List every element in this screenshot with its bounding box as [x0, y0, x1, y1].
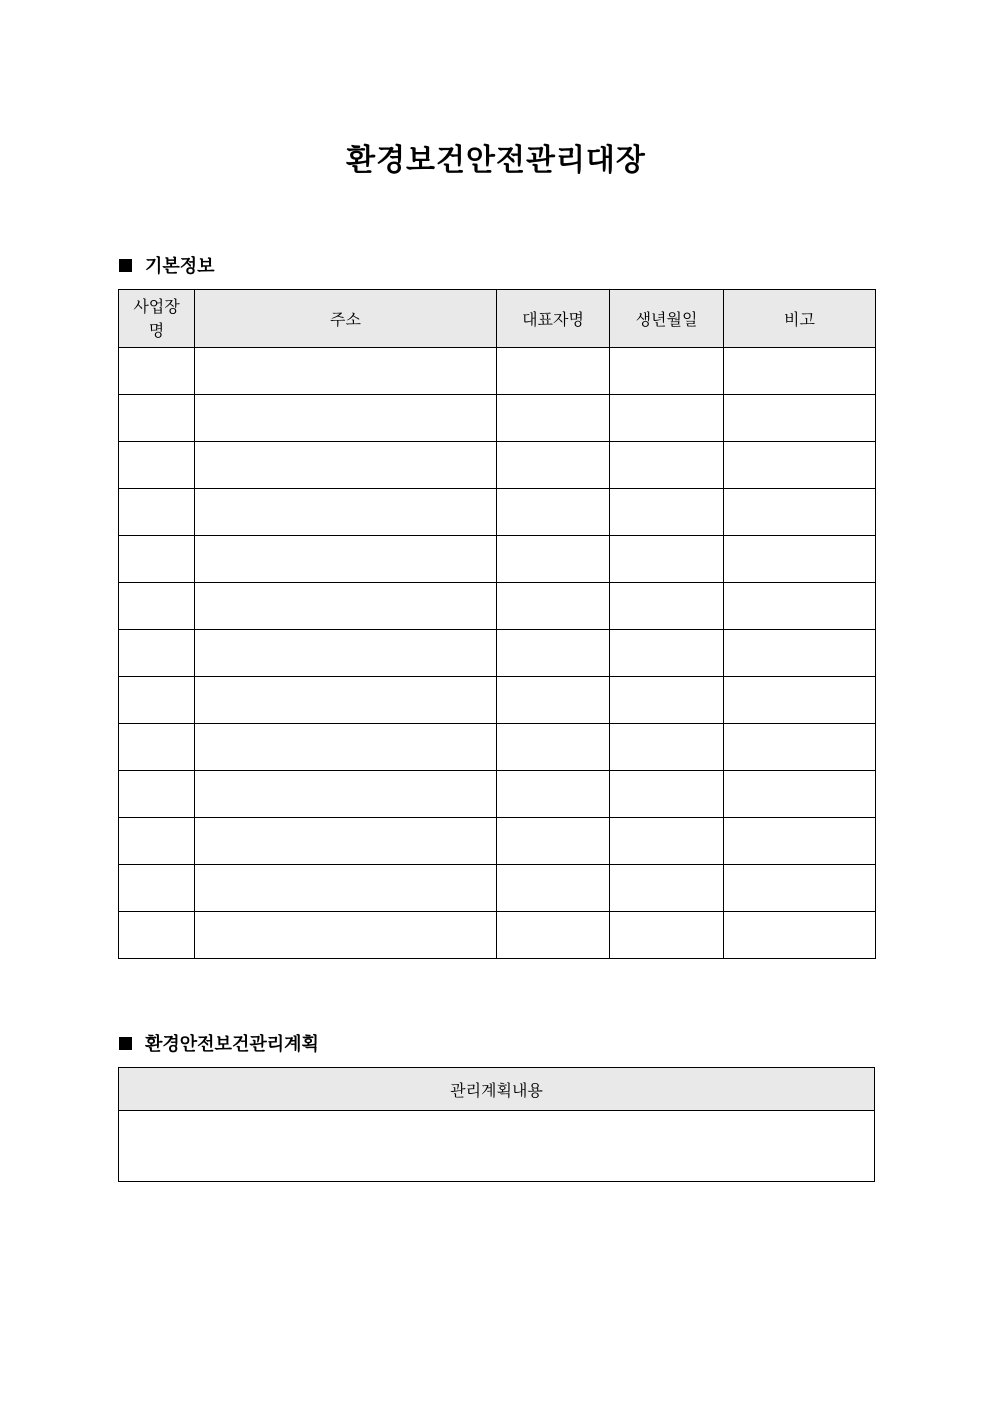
remarks-cell[interactable] [724, 442, 876, 489]
column-header-plan-content: 관리계획내용 [119, 1068, 875, 1111]
remarks-cell[interactable] [724, 630, 876, 677]
representative-cell[interactable] [497, 818, 610, 865]
workplace-name-cell[interactable] [119, 536, 195, 583]
table-row [119, 912, 876, 959]
remarks-cell[interactable] [724, 677, 876, 724]
square-bullet-icon [119, 1037, 132, 1050]
table-header-row [119, 1068, 875, 1111]
section-heading-label: 환경안전보건관리계획 [145, 1034, 319, 1055]
representative-cell[interactable] [497, 348, 610, 395]
column-header-workplace-name: 사업장 명 [119, 290, 195, 348]
representative-cell[interactable] [497, 442, 610, 489]
birthdate-cell[interactable] [610, 630, 724, 677]
management-plan-table [118, 1067, 875, 1182]
birthdate-cell[interactable] [610, 771, 724, 818]
address-cell[interactable] [195, 395, 497, 442]
representative-cell[interactable] [497, 536, 610, 583]
remarks-cell[interactable] [724, 583, 876, 630]
address-cell[interactable] [195, 630, 497, 677]
address-cell[interactable] [195, 348, 497, 395]
address-cell[interactable] [195, 489, 497, 536]
birthdate-cell[interactable] [610, 536, 724, 583]
remarks-cell[interactable] [724, 912, 876, 959]
table-row [119, 1111, 875, 1182]
birthdate-cell[interactable] [610, 489, 724, 536]
table-row [119, 395, 876, 442]
workplace-name-cell[interactable] [119, 865, 195, 912]
section-heading-label: 기본정보 [145, 256, 215, 277]
table-row [119, 442, 876, 489]
section-heading-basic-info [119, 252, 215, 278]
address-cell[interactable] [195, 583, 497, 630]
table-header-row [119, 290, 876, 348]
square-bullet-icon [119, 259, 132, 272]
workplace-name-cell[interactable] [119, 912, 195, 959]
table-row [119, 677, 876, 724]
birthdate-cell[interactable] [610, 395, 724, 442]
birthdate-cell[interactable] [610, 348, 724, 395]
address-cell[interactable] [195, 677, 497, 724]
column-header-birthdate: 생년월일 [610, 290, 724, 348]
birthdate-cell[interactable] [610, 442, 724, 489]
workplace-name-cell[interactable] [119, 630, 195, 677]
representative-cell[interactable] [497, 630, 610, 677]
table-row [119, 489, 876, 536]
plan-content-cell[interactable] [119, 1111, 875, 1182]
remarks-cell[interactable] [724, 865, 876, 912]
birthdate-cell[interactable] [610, 583, 724, 630]
birthdate-cell[interactable] [610, 724, 724, 771]
table-row [119, 348, 876, 395]
representative-cell[interactable] [497, 583, 610, 630]
birthdate-cell[interactable] [610, 818, 724, 865]
workplace-name-cell[interactable] [119, 489, 195, 536]
birthdate-cell[interactable] [610, 865, 724, 912]
table-row [119, 724, 876, 771]
workplace-name-cell[interactable] [119, 818, 195, 865]
address-cell[interactable] [195, 771, 497, 818]
document-title: 환경보건안전관리대장 [346, 143, 646, 178]
workplace-name-cell[interactable] [119, 771, 195, 818]
table-row [119, 630, 876, 677]
remarks-cell[interactable] [724, 348, 876, 395]
table-row [119, 583, 876, 630]
address-cell[interactable] [195, 912, 497, 959]
address-cell[interactable] [195, 536, 497, 583]
column-header-remarks: 비고 [724, 290, 876, 348]
remarks-cell[interactable] [724, 724, 876, 771]
remarks-cell[interactable] [724, 536, 876, 583]
remarks-cell[interactable] [724, 818, 876, 865]
table-row [119, 771, 876, 818]
birthdate-cell[interactable] [610, 677, 724, 724]
address-cell[interactable] [195, 442, 497, 489]
representative-cell[interactable] [497, 771, 610, 818]
address-cell[interactable] [195, 724, 497, 771]
remarks-cell[interactable] [724, 771, 876, 818]
address-cell[interactable] [195, 865, 497, 912]
column-header-address: 주소 [195, 290, 497, 348]
workplace-name-cell[interactable] [119, 724, 195, 771]
remarks-cell[interactable] [724, 395, 876, 442]
workplace-name-cell[interactable] [119, 442, 195, 489]
representative-cell[interactable] [497, 865, 610, 912]
representative-cell[interactable] [497, 395, 610, 442]
column-header-representative: 대표자명 [497, 290, 610, 348]
representative-cell[interactable] [497, 912, 610, 959]
workplace-name-cell[interactable] [119, 677, 195, 724]
workplace-name-cell[interactable] [119, 348, 195, 395]
workplace-name-cell[interactable] [119, 395, 195, 442]
table-row [119, 865, 876, 912]
address-cell[interactable] [195, 818, 497, 865]
remarks-cell[interactable] [724, 489, 876, 536]
section-heading-plan [119, 1030, 319, 1056]
birthdate-cell[interactable] [610, 912, 724, 959]
representative-cell[interactable] [497, 724, 610, 771]
representative-cell[interactable] [497, 489, 610, 536]
basic-info-table [118, 289, 876, 959]
representative-cell[interactable] [497, 677, 610, 724]
table-row [119, 536, 876, 583]
workplace-name-cell[interactable] [119, 583, 195, 630]
table-row [119, 818, 876, 865]
